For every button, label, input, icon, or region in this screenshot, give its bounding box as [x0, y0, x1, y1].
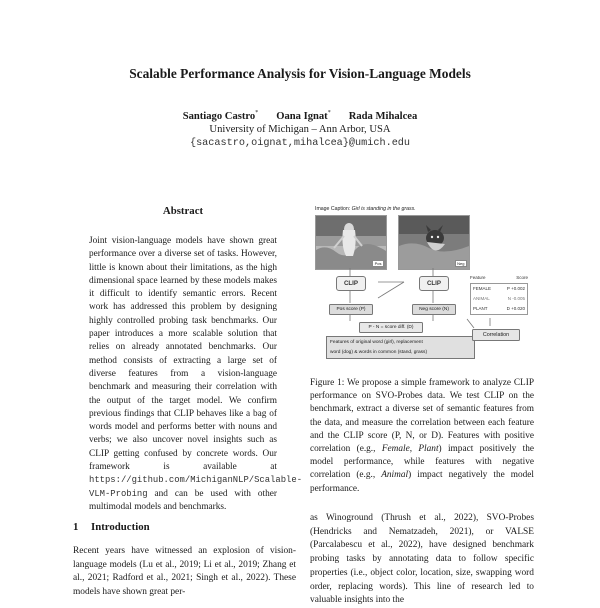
- table-row: [473, 304, 525, 314]
- author-2-mark: *: [327, 110, 331, 116]
- positive-image-tag: Pos: [372, 260, 384, 267]
- row-feature: ANIMAL: [473, 296, 490, 301]
- author-list: [0, 111, 600, 122]
- author-1-mark: *: [255, 110, 259, 116]
- abstract-body: [89, 235, 303, 514]
- row-feature: PLANT: [473, 306, 488, 311]
- features-line-1: Features of original word (girl), replacement: [330, 340, 423, 345]
- paper-title: Scalable Performance Analysis for Vision-Language Models: [129, 66, 471, 81]
- features-box: [326, 336, 475, 359]
- feature-score-table: [470, 273, 528, 315]
- abstract-heading: Abstract: [162, 205, 204, 217]
- section-title: Introduction: [91, 521, 150, 533]
- table-header-feature: Feature: [470, 275, 486, 280]
- row-score: +0.002: [511, 286, 525, 291]
- table-row: [473, 284, 525, 294]
- row-score: +0.020: [511, 306, 525, 311]
- abstract-text-end: and can be used with other multimodal models and benchmarks.: [89, 488, 277, 512]
- correlation-box: Correlation: [472, 329, 520, 341]
- section-heading: [73, 521, 150, 533]
- author-emails: {sacastro,oignat,mihalcea}@umich.edu: [189, 138, 411, 149]
- row-sign: P: [506, 286, 510, 291]
- abstract-text: Joint vision-language models have shown great performance over a diverse set of tasks. However, little is known about their limitations, as the high dimensional space learned by these models makes it difficult to identify semantic errors. Recent work has addressed this problem by designing highly controlled probing task benchmarks. Our paper introduces a more scalable solution that relies on already annotated benchmarks. Our method consists of extracting a large set of diverse features from a vision-language benchmark and measuring their correlation with the output of the target model. We confirm previous findings that CLIP behaves like a bag of words model and performs better with nouns and verbs; we also uncover novel insights such as CLIP getting confused by concrete words. Our framework is available at: [89, 236, 277, 473]
- caption-label: Figure 1:: [310, 378, 345, 388]
- caption-part-2: ) impact positively the model performance, while features with negative correlation (e.g.,: [310, 444, 535, 481]
- caption-positive-examples: Female, Plant: [381, 444, 439, 455]
- row-score: -0.005: [512, 296, 525, 301]
- image-caption-label: Image Caption:: [315, 206, 351, 212]
- negative-image-tag: Neg: [455, 260, 467, 267]
- repo-link[interactable]: https://github.com/MichiganNLP/Scalable-VLM-Probing: [89, 475, 303, 499]
- table-body: [470, 283, 528, 315]
- author-3: Rada Mihalcea: [348, 111, 418, 122]
- clip-model-positive: CLIP: [336, 276, 366, 291]
- caption-negative-example: Animal: [381, 470, 409, 481]
- table-header: [470, 273, 528, 283]
- author-2: Oana Ignat: [276, 111, 328, 122]
- caption-part-1: We propose a simple framework to analyze CLIP performance on SVO-Probes data. We test CLIP on the benchmark, extract a diverse set of semantic features from the data, and measure the correlation between each feature and the CLIP score (P, N, or D). Features with positive correlation (e.g.,: [310, 378, 535, 455]
- right-column-paragraph: as Winoground (Thrush et al., 2022), SVO-Probes (Hendricks and Nematzadeh, 2021), or VALSE (Parcalabescu et al., 2022), have designed benchmark probing tasks by annotating data to follow specific properties (i.e., object color, location, size, swapping word order, replacing words). This line of research led to valuable insights into the: [310, 513, 534, 606]
- table-header-score: Score: [516, 275, 528, 280]
- caption-part-3: ) impact negatively the model performance.: [310, 470, 535, 494]
- figure-1: [312, 206, 530, 370]
- section-number: 1: [73, 521, 79, 533]
- image-caption-text: Girl is standing in the grass.: [351, 206, 416, 212]
- clip-model-negative: CLIP: [419, 276, 449, 291]
- row-sign: N: [507, 296, 511, 301]
- author-1: Santiago Castro: [182, 111, 256, 122]
- row-feature: FEMALE: [473, 286, 492, 291]
- pos-score-box: Pos score (P): [329, 304, 373, 315]
- table-row: [473, 294, 525, 304]
- features-line-2: word (dog) & words in common (stand, grass): [330, 349, 428, 355]
- intro-paragraph: Recent years have witnessed an explosion of vision-language models (Lu et al., 2019; Li et al., 2019; Zhang et al., 2021; Radford et al., 2021; Singh et al., 2022). These models have shown great per-: [73, 546, 296, 598]
- score-diff-box: P - N = score diff. (D): [359, 322, 423, 333]
- affiliation: University of Michigan – Ann Arbor, USA: [209, 124, 391, 135]
- neg-score-box: Neg score (N): [412, 304, 456, 315]
- row-sign: D: [506, 306, 510, 311]
- figure-caption: [310, 377, 534, 496]
